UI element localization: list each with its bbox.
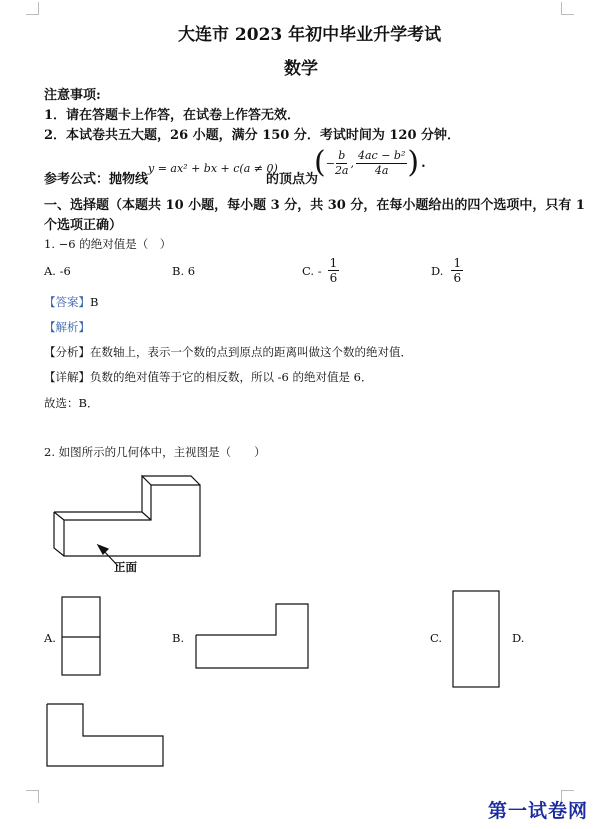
formula-middle: 的顶点为 bbox=[266, 172, 319, 187]
q1-option-d-numerator: 1 bbox=[453, 256, 462, 270]
notes-item-2: 2．本试卷共五大题，26 小题，满分 150 分．考试时间为 120 分钟． bbox=[44, 128, 461, 143]
right-paren: ) bbox=[407, 145, 420, 180]
notes-item-1: 1．请在答题卡上作答，在试卷上作答无效． bbox=[44, 108, 301, 123]
vertex-y-denominator: 4a bbox=[374, 163, 389, 177]
q2-stem: 2. 如图所示的几何体中，主视图是（ ） bbox=[44, 445, 266, 459]
vertex-x-numerator: b bbox=[338, 148, 346, 162]
exam-title: 大连市 2023 年初中毕业升学考试 bbox=[178, 25, 442, 45]
q1-option-b: B. 6 bbox=[172, 264, 196, 278]
q1-option-d-denominator: 6 bbox=[453, 271, 462, 285]
vertex-comma: , bbox=[350, 156, 354, 170]
formula-suffix: . bbox=[421, 155, 426, 171]
q1-option-c-label: C. - bbox=[302, 263, 322, 278]
section1-line1: 一、选择题（本题共 10 小题，每小题 3 分，共 30 分，在每小题给出的四个选项中，只有 1 bbox=[44, 198, 585, 213]
q2-front-label: 正面 bbox=[114, 560, 137, 574]
q1-answer-value: B bbox=[90, 295, 99, 309]
q2-option-a-label: A. bbox=[44, 631, 56, 645]
q1-answer-tag: 【答案】 bbox=[44, 295, 90, 309]
q2-option-b-label: B. bbox=[172, 631, 185, 645]
footer-watermark: 第一试卷网 bbox=[488, 800, 589, 822]
vertex-y-numerator: 4ac − b² bbox=[358, 148, 406, 162]
notes-heading: 注意事项: bbox=[44, 88, 101, 103]
q1-fenxi-text: 在数轴上，表示一个数的点到原点的距离叫做这个数的绝对值． bbox=[90, 345, 412, 359]
q1-xiangjie-tag: 【详解】 bbox=[44, 370, 90, 384]
q2-option-c-label: C. bbox=[430, 631, 443, 645]
section1-line2: 个选项正确） bbox=[44, 218, 123, 233]
left-paren: ( bbox=[314, 145, 326, 180]
q1-stem: 1. −6 的绝对值是（ ） bbox=[44, 237, 172, 251]
vertex-x-sign: − bbox=[325, 156, 335, 170]
formula-equation: y = ax² + bx + c(a ≠ 0) bbox=[148, 162, 278, 175]
q1-option-a: A. -6 bbox=[44, 264, 71, 278]
q1-option-c-denominator: 6 bbox=[329, 271, 338, 285]
q1-analysis-tag: 【解析】 bbox=[44, 320, 90, 334]
subject-title: 数学 bbox=[284, 59, 318, 79]
vertex-x-denominator: 2a bbox=[334, 163, 349, 177]
q1-xiangjie-text: 负数的绝对值等于它的相反数，所以 -6 的绝对值是 6． bbox=[90, 370, 373, 384]
q2-option-d-label: D. bbox=[512, 631, 525, 645]
q1-fenxi-tag: 【分析】 bbox=[44, 345, 90, 359]
q1-option-c-numerator: 1 bbox=[329, 256, 338, 270]
q1-conclusion: 故选：B． bbox=[44, 396, 99, 410]
formula-prefix: 参考公式：抛物线 bbox=[44, 172, 149, 187]
q1-option-d-label: D. bbox=[431, 263, 444, 278]
